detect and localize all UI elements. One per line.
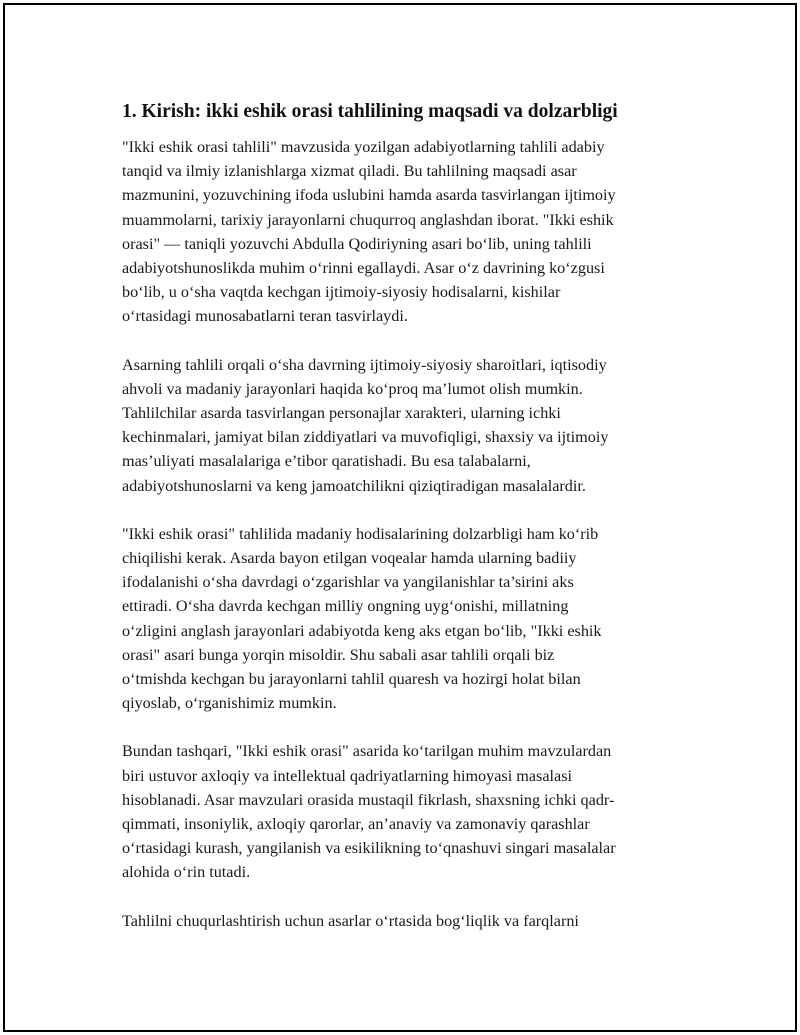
text-line: chiqilishi kerak. Asarda bayon etilgan voqealar hamda ularning badiiy <box>122 549 577 568</box>
text-line: adabiyotshunoslarni va keng jamoatchilikni qiziqtiradigan masalalardir. <box>122 476 586 495</box>
text-line: Tahlilchilar asarda tasvirlangan personajlar xarakteri, ularning ichki <box>122 404 561 423</box>
text-line: o‘rtasidagi kurash, yangilanish va esikilikning to‘qnashuvi singari masalalar <box>122 839 616 858</box>
text-line: ettiradi. O‘sha davrda kechgan milliy ongning uyg‘onishi, millatning <box>122 597 569 616</box>
document-body <box>122 99 692 957</box>
page-frame <box>3 3 797 1032</box>
text-line: alohida o‘rin tutadi. <box>122 863 251 882</box>
text-line: qimmati, insoniylik, axloqiy qarorlar, an’anaviy va zamonaviy qarashlar <box>122 815 590 834</box>
text-line: muammolarni, tarixiy jarayonlarni chuqurroq anglashdan iborat. "Ikki eshik <box>122 210 614 229</box>
text-line: tanqid va ilmiy izlanishlarga xizmat qiladi. Bu tahlilning maqsadi asar <box>122 162 577 181</box>
paragraph-4 <box>122 739 692 884</box>
text-line: orasi" asari bunga yorqin misoldir. Shu sabali asar tahlili orqali biz <box>122 645 555 664</box>
text-line: kechinmalari, jamiyat bilan ziddiyatlari va muvofiqligi, shaxsiy va ijtimoiy <box>122 428 609 447</box>
paragraph-1 <box>122 135 692 329</box>
text-line: qiyoslab, o‘rganishimiz mumkin. <box>122 694 337 713</box>
text-line: bo‘lib, u o‘sha vaqtda kechgan ijtimoiy-siyosiy hodisalarni, kishilar <box>122 283 561 302</box>
text-line: Tahlilni chuqurlashtirish uchun asarlar o‘rtasida bog‘liqlik va farqlarni <box>122 911 579 930</box>
text-line: mas’uliyati masalalariga e’tibor qaratishadi. Bu esa talabalarni, <box>122 452 531 471</box>
text-line: ahvoli va madaniy jarayonlari haqida ko‘proq ma’lumot olish mumkin. <box>122 379 583 398</box>
text-line: mazmunini, yozuvchining ifoda uslubini hamda asarda tasvirlangan ijtimoiy <box>122 186 616 205</box>
text-line: ifodalanishi o‘sha davrdagi o‘zgarishlar va yangilanishlar ta’sirini aks <box>122 573 574 592</box>
paragraph-5 <box>122 909 692 933</box>
text-line: "Ikki eshik orasi" tahlilida madaniy hodisalarining dolzarbligi ham ko‘rib <box>122 524 599 543</box>
text-line: orasi" — taniqli yozuvchi Abdulla Qodiriyning asari bo‘lib, uning tahlili <box>122 234 592 253</box>
section-heading: 1. Kirish: ikki eshik orasi tahlilining maqsadi va dolzarbligi <box>122 101 618 122</box>
text-line: "Ikki eshik orasi tahlili" mavzusida yozilgan adabiyotlarning tahlili adabiy <box>122 138 605 156</box>
paragraph-3 <box>122 522 692 716</box>
text-line: o‘tmishda kechgan bu jarayonlarni tahlil quaresh va hozirgi holat bilan <box>122 670 581 689</box>
text-line: adabiyotshunoslikda muhim o‘rinni egallaydi. Asar o‘z davrining ko‘zgusi <box>122 259 605 278</box>
text-line: o‘rtasidagi munosabatlarni teran tasvirlaydi. <box>122 307 408 326</box>
text-line: biri ustuvor axloqiy va intellektual qadriyatlarning himoyasi masalasi <box>122 766 573 785</box>
text-line: hisoblanadi. Asar mavzulari orasida mustaqil fikrlash, shaxsning ichki qadr- <box>122 790 615 809</box>
text-line: Asarning tahlili orqali o‘sha davrning ijtimoiy-siyosiy sharoitlari, iqtisodiy <box>122 355 607 374</box>
paragraph-2 <box>122 353 692 498</box>
text-line: o‘zligini anglash jarayonlari adabiyotda keng aks etgan bo‘lib, "Ikki eshik <box>122 621 602 640</box>
text-line: Bundan tashqari, "Ikki eshik orasi" asarida ko‘tarilgan muhim mavzulardan <box>122 742 612 761</box>
